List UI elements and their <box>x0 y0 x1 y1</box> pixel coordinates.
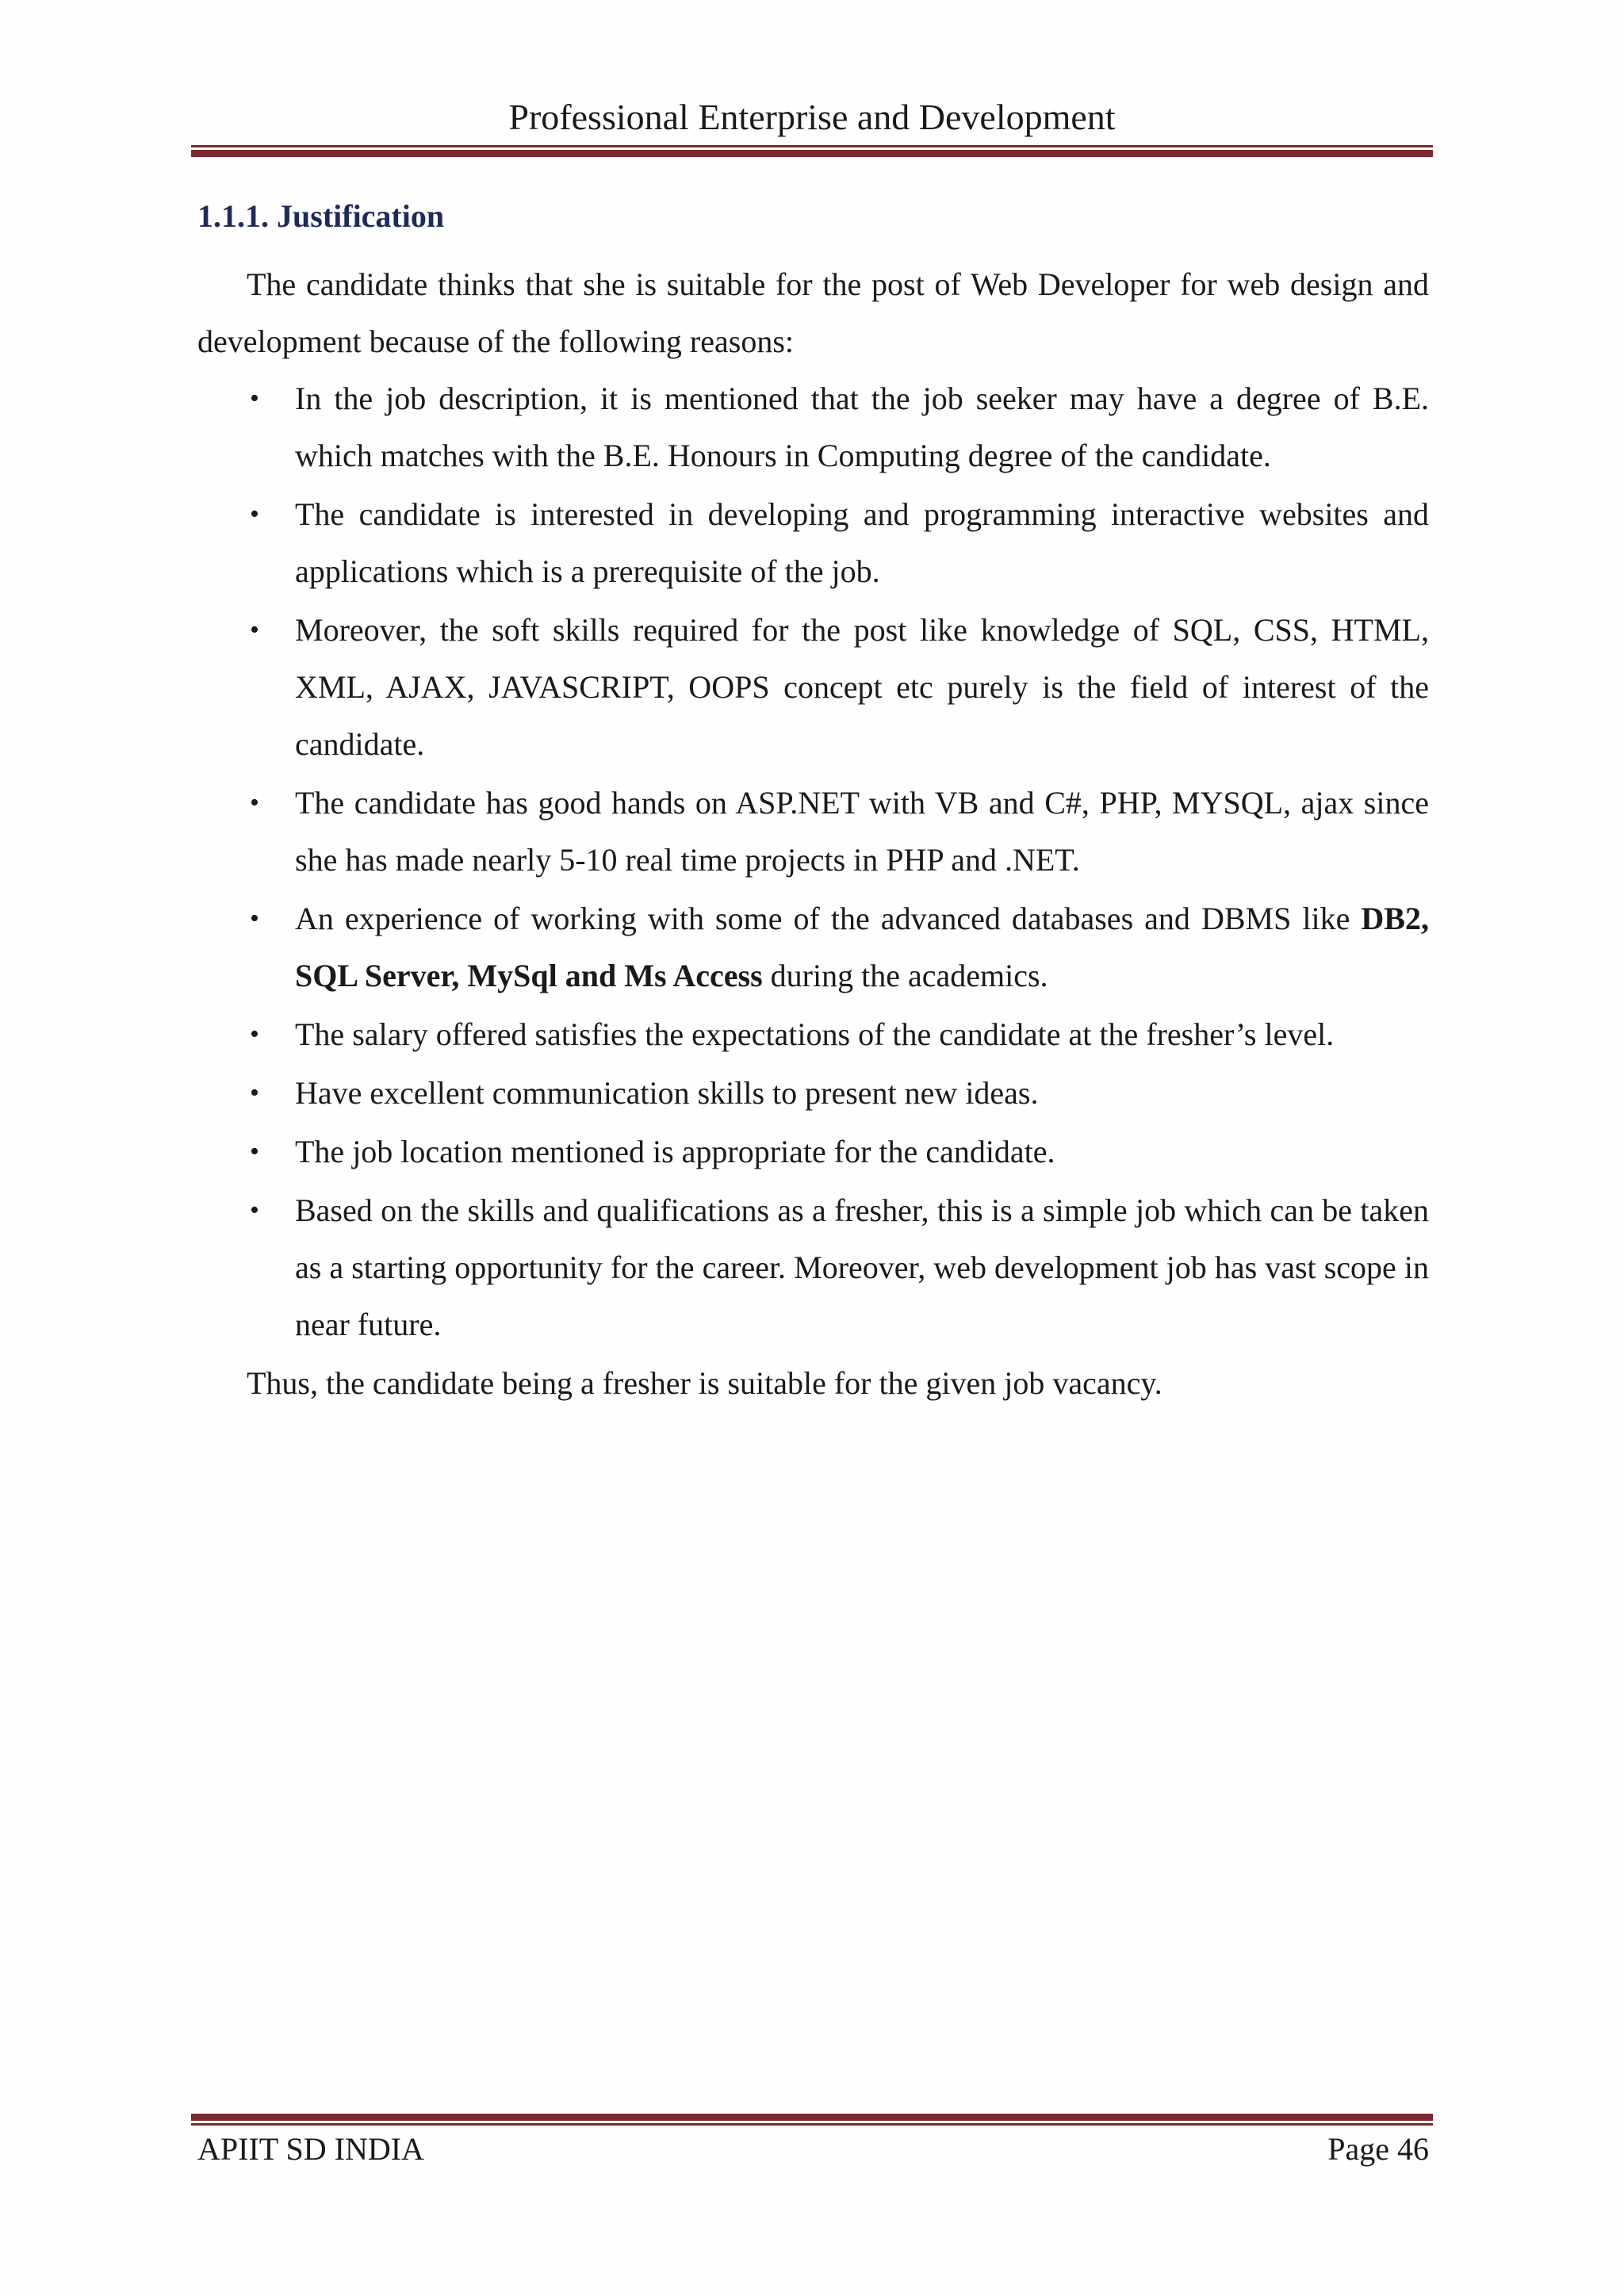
list-item <box>197 370 1429 484</box>
list-item <box>197 602 1429 773</box>
bullet-icon: • <box>250 788 259 817</box>
bullet-icon: • <box>250 615 259 645</box>
list-item <box>197 486 1429 600</box>
list-item <box>197 1123 1429 1181</box>
bullet-icon: • <box>250 904 259 933</box>
list-item-text: In the job description, it is mentioned that the job seeker may have a degree of B.E. which matches with the B.E. Honours in Computing degree of the candidate. <box>295 381 1429 473</box>
reasons-list <box>197 370 1429 1353</box>
list-item-text: The candidate is interested in developing and programming interactive websites and applications which is a prerequisite of the job. <box>295 496 1429 589</box>
list-item <box>197 775 1429 889</box>
bullet-icon: • <box>250 1078 259 1108</box>
footer-rule <box>191 2114 1433 2126</box>
list-item-text-after: during the academics. <box>762 958 1048 993</box>
list-item <box>197 1065 1429 1122</box>
running-header: Professional Enterprise and Development <box>508 97 1116 137</box>
list-item-text-before: An experience of working with some of the advanced databases and DBMS like <box>295 901 1362 936</box>
intro-paragraph: The candidate thinks that she is suitable for the post of Web Developer for web design and development because of the following reasons: <box>197 266 1429 359</box>
list-item <box>197 890 1429 1004</box>
list-item <box>197 1182 1429 1353</box>
bullet-icon: • <box>250 1020 259 1049</box>
list-item <box>197 1006 1429 1063</box>
list-item-text: Have excellent communication skills to present new ideas. <box>295 1075 1039 1111</box>
section-heading: 1.1.1. Justification <box>197 198 445 234</box>
bullet-icon: • <box>250 1196 259 1225</box>
list-item-text: The candidate has good hands on ASP.NET with VB and C#, PHP, MYSQL, ajax since she has made nearly 5-10 real time projects in PHP and .NET. <box>295 785 1429 878</box>
footer-organization: APIIT SD INDIA <box>197 2131 424 2167</box>
list-item-text: Based on the skills and qualifications as a fresher, this is a simple job which can be taken as a starting opportunity for the career. Moreover, web development job has vast scope in near future. <box>295 1192 1429 1342</box>
header-rule <box>191 145 1433 157</box>
list-item-bold-text: DB2, SQL Server, MySql and Ms Access <box>295 901 1429 993</box>
list-item-text: The salary offered satisfies the expectations of the candidate at the fresher’s level. <box>295 1016 1335 1052</box>
bullet-icon: • <box>250 1137 259 1166</box>
list-item-text: Moreover, the soft skills required for the post like knowledge of SQL, CSS, HTML, XML, AJAX, JAVASCRIPT, OOPS concept etc purely is the field of interest of the candidate. <box>295 612 1429 762</box>
page-number: Page 46 <box>1327 2131 1429 2167</box>
conclusion-paragraph: Thus, the candidate being a fresher is suitable for the given job vacancy. <box>247 1365 1162 1401</box>
page-body <box>197 194 1429 1412</box>
bullet-icon: • <box>250 499 259 529</box>
list-item-text: The job location mentioned is appropriate for the candidate. <box>295 1134 1055 1169</box>
bullet-icon: • <box>250 384 259 413</box>
